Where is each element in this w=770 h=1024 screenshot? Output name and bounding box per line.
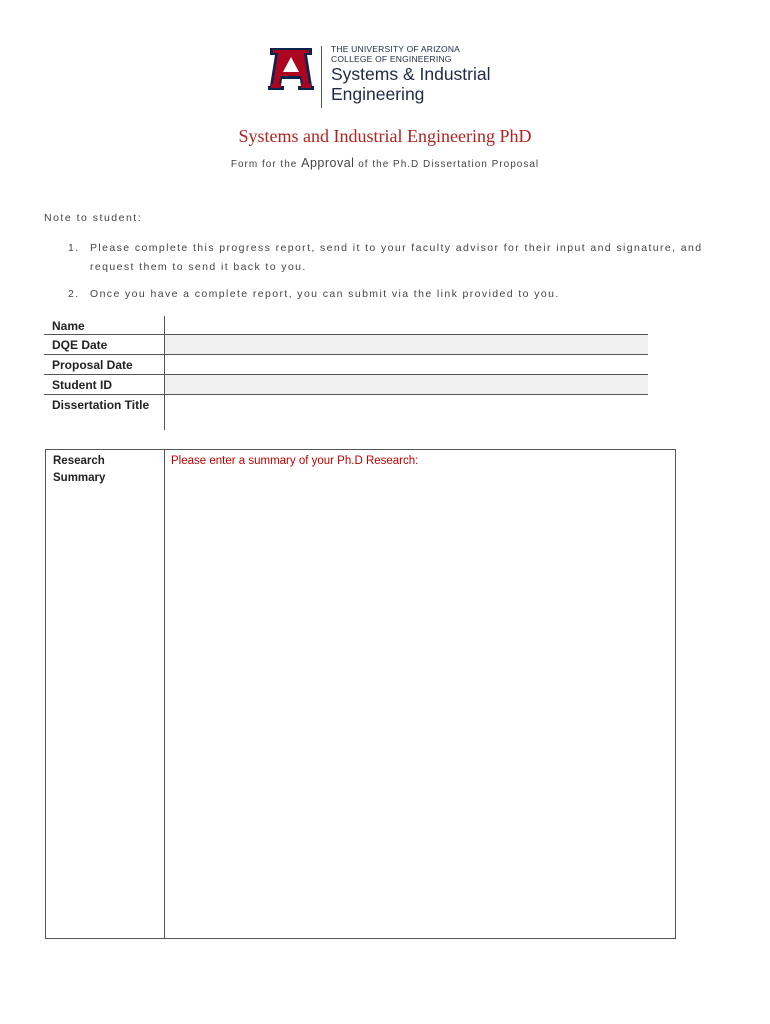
subtitle-part-2: of the Ph.D Dissertation Proposal: [354, 159, 540, 170]
note-item-text: Please complete this progress report, send it to your faculty advisor for their input and signature, and request them to send it back to you.: [90, 242, 703, 273]
research-summary-box: [45, 449, 676, 939]
field-label-student-id: Student ID: [52, 378, 112, 392]
proposal-date-field[interactable]: [165, 355, 648, 374]
note-item-number: 2.: [68, 288, 80, 300]
field-label-name: Name: [52, 319, 85, 333]
note-item-number: 1.: [68, 242, 80, 254]
logo-line-department-1: Systems & Industrial: [331, 64, 491, 84]
field-row-dqe-date: [44, 335, 648, 355]
field-row-name: [44, 316, 648, 335]
subtitle-part-1: Form for the: [230, 159, 302, 170]
page-subtitle: [0, 156, 770, 170]
field-label-proposal-date: Proposal Date: [52, 358, 133, 372]
note-item-text: Once you have a complete report, you can submit via the link provided to you.: [90, 288, 560, 300]
student-id-field[interactable]: [165, 375, 648, 394]
note-heading: Note to student:: [44, 212, 143, 224]
research-summary-field[interactable]: Please enter a summary of your Ph.D Research:: [171, 455, 419, 467]
student-info-table: [44, 316, 648, 433]
subtitle-emphasis: Approval: [301, 156, 355, 170]
dqe-date-field[interactable]: [165, 335, 648, 354]
logo-line-college: COLLEGE OF ENGINEERING: [331, 54, 452, 64]
logo-line-department-2: Engineering: [331, 84, 425, 104]
page-title: Systems and Industrial Engineering PhD: [238, 126, 532, 146]
logo-line-university: THE UNIVERSITY OF ARIZONA: [331, 44, 461, 54]
name-field[interactable]: [165, 316, 648, 334]
field-row-dissertation-title: [44, 395, 648, 433]
research-summary-label: Research Summary: [53, 455, 106, 484]
field-row-student-id: [44, 375, 648, 395]
dissertation-title-field[interactable]: [165, 395, 648, 433]
logo-wordmark: [331, 44, 491, 104]
summary-divider: [164, 450, 165, 938]
university-of-arizona-a-logo: [268, 48, 314, 90]
logo-divider: [321, 46, 322, 108]
field-label-dqe-date: DQE Date: [52, 338, 108, 352]
field-row-proposal-date: [44, 355, 648, 375]
field-label-dissertation-title: Dissertation Title: [52, 398, 150, 412]
